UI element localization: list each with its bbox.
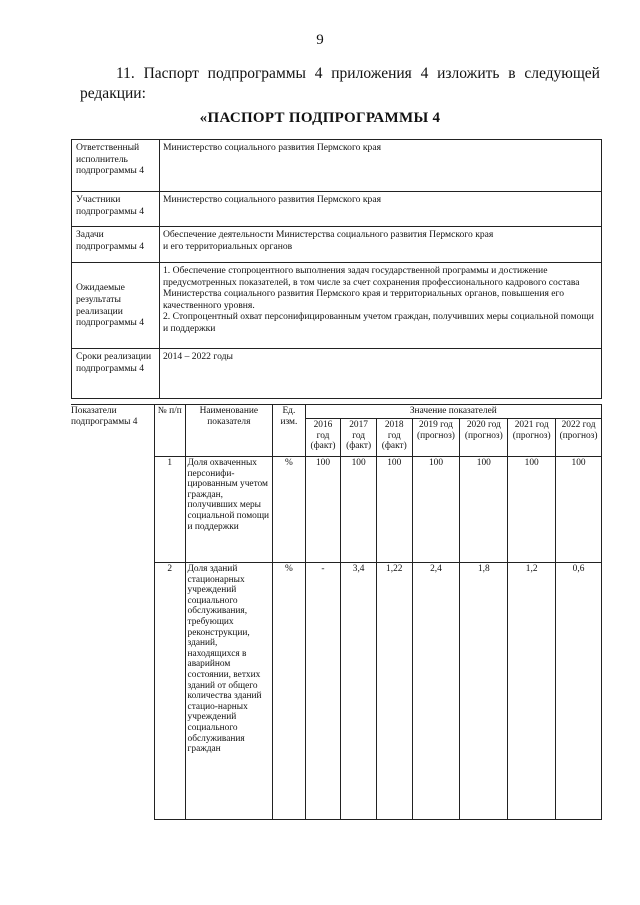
intro-word: приложения	[331, 65, 412, 82]
row-value: 100	[508, 457, 556, 563]
row-value: 100	[376, 457, 412, 563]
passport-row	[72, 140, 602, 192]
header-year: 2022 год (прогноз)	[556, 419, 602, 457]
row-value: -	[305, 563, 341, 820]
header-year: 2020 год (прогноз)	[460, 419, 508, 457]
row-value: 100	[460, 457, 508, 563]
header-num: № п/п	[154, 405, 185, 457]
row-num: 2	[154, 563, 185, 820]
passport-value: Министерство социального развития Пермского края	[160, 140, 602, 192]
passport-value-line: 2. Стопроцентный охват персонифицированным учетом граждан, получивших меры социальной помощи и поддержки	[163, 311, 594, 334]
header-unit: Ед. изм.	[273, 405, 306, 457]
intro-word: следующей	[524, 65, 600, 82]
indicators-table	[71, 404, 602, 820]
passport-value-line: 1. Обеспечение стопроцентного выполнения задач государственной программы и достижение предусмотренных показателей, в том числе за счет сохранения профессионального кадрового состава Министерства социального развития Пермского края и территориальных органов, повышения его качественного уровня.	[163, 265, 580, 311]
row-value: 100	[341, 457, 377, 563]
header-year: 2019 год (прогноз)	[412, 419, 460, 457]
passport-row	[72, 227, 602, 263]
indicators-label: Показатели подпрограммы 4	[71, 405, 154, 820]
intro-word: 4	[420, 65, 429, 82]
row-value: 1,8	[460, 563, 508, 820]
passport-value-line: и его территориальных органов	[163, 240, 293, 252]
row-value: 3,4	[341, 563, 377, 820]
passport-label: Участники подпрограммы 4	[72, 192, 160, 227]
header-values-group: Значение показателей	[305, 405, 601, 419]
passport-row	[72, 192, 602, 227]
row-value: 1,22	[376, 563, 412, 820]
passport-row	[72, 349, 602, 399]
header-year: 2018 год (факт)	[376, 419, 412, 457]
passport-value: 2014 – 2022 годы	[160, 349, 602, 399]
intro-word: в	[508, 65, 516, 82]
passport-value: Министерство социального развития Пермского края	[160, 192, 602, 227]
passport-value-line: Обеспечение деятельности Министерства социального развития Пермского края	[163, 229, 494, 240]
intro-word: 4	[314, 65, 323, 82]
row-value: 0,6	[556, 563, 602, 820]
row-name: Доля охваченных персонифи-цированным учетом граждан, получивших меры социальной помощи и поддержки	[185, 457, 273, 563]
intro-paragraph	[80, 64, 600, 104]
row-value: 100	[305, 457, 341, 563]
row-value: 2,4	[412, 563, 460, 820]
indicators-header-row	[71, 405, 602, 419]
row-num: 1	[154, 457, 185, 563]
header-year: 2016 год (факт)	[305, 419, 341, 457]
passport-label: Сроки реализации подпрограммы 4	[72, 349, 160, 399]
row-value: 100	[556, 457, 602, 563]
page-number: 9	[316, 32, 324, 48]
row-unit: %	[273, 563, 306, 820]
intro-line-2: редакции:	[80, 85, 146, 102]
row-value: 1,2	[508, 563, 556, 820]
row-name: Доля зданий стационарных учреждений социального обслуживания, требующих реконструкции, зданий, находящихся в аварийном состоянии, ветхих зданий от общего количества зданий стацио-нарных учреждений социального обслуживания граждан	[185, 563, 273, 820]
intro-word: подпрограммы	[207, 65, 306, 82]
intro-line-1	[116, 64, 600, 84]
document-title: «ПАСПОРТ ПОДПРОГРАММЫ 4	[199, 110, 441, 126]
passport-value	[160, 263, 602, 349]
passport-label-text: Ожидаемые результаты реализации подпрограммы 4	[76, 282, 145, 329]
passport-table	[71, 139, 602, 399]
passport-row	[72, 263, 602, 349]
intro-word: 11.	[116, 65, 135, 82]
intro-word: изложить	[437, 65, 500, 82]
passport-label: Ответственный исполнитель подпрограммы 4	[72, 140, 160, 192]
intro-word: Паспорт	[143, 65, 199, 82]
row-unit: %	[273, 457, 306, 563]
row-value: 100	[412, 457, 460, 563]
header-name: Наименование показателя	[185, 405, 273, 457]
passport-label: Задачи подпрограммы 4	[72, 227, 160, 263]
passport-label	[72, 263, 160, 349]
header-year: 2021 год (прогноз)	[508, 419, 556, 457]
header-year: 2017 год (факт)	[341, 419, 377, 457]
passport-value	[160, 227, 602, 263]
